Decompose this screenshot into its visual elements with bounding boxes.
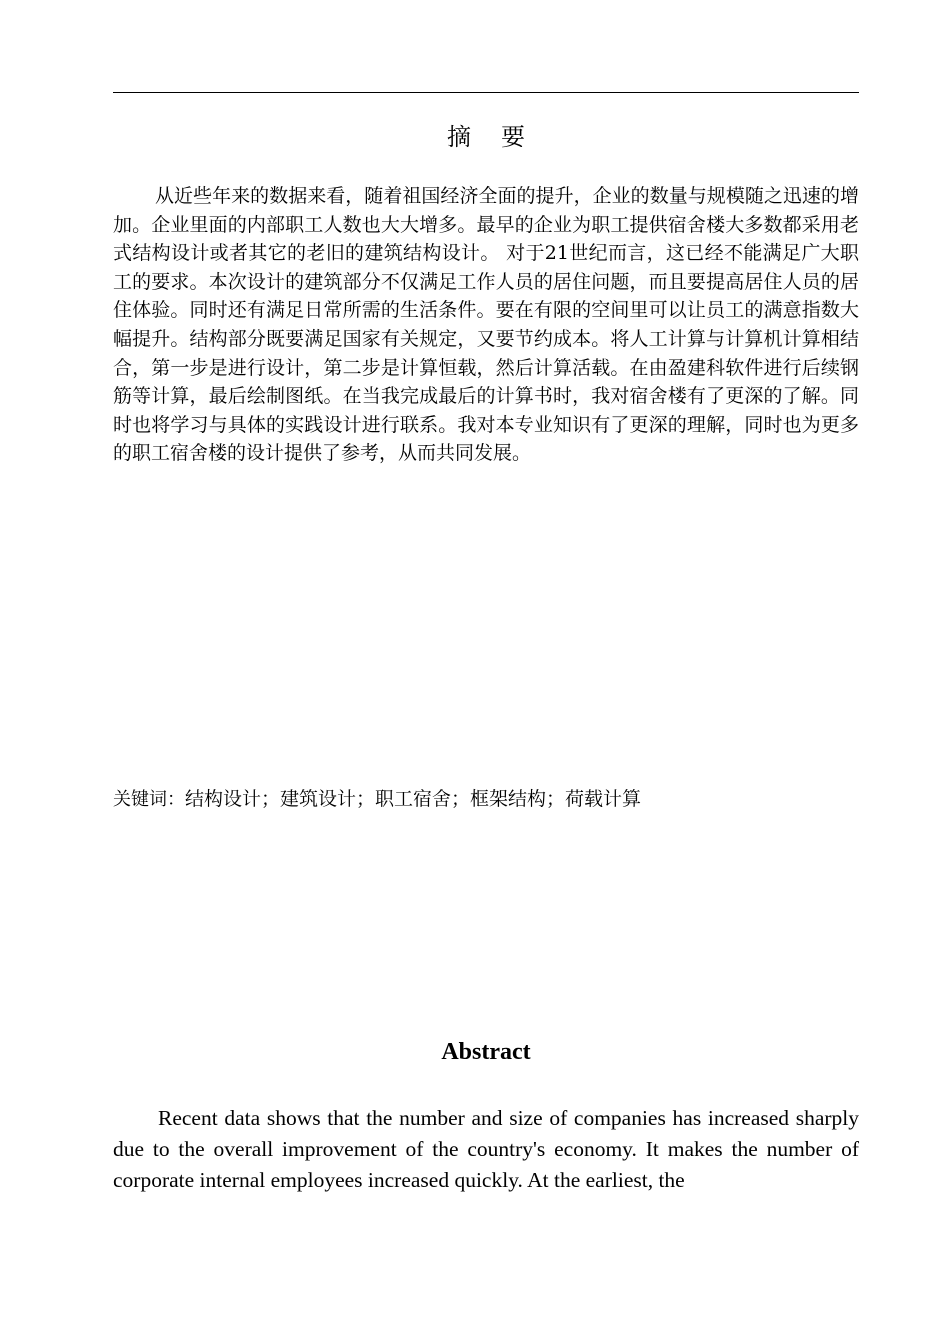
keywords-line <box>113 784 859 815</box>
cn-title-char-2: 要 <box>501 123 525 151</box>
keywords-items: 结构设计；建筑设计；职工宿舍；框架结构；荷载计算 <box>185 788 642 810</box>
cn-abstract-body: 从近些年来的数据来看，随着祖国经济全面的提升，企业的数量与规模随之迅速的增加。企业里面的内部职工人数也大大增多。最早的企业为职工提供宿舍楼大多数都采用老式结构设计或者其它的老旧的建筑结构设计。 对于21世纪而言，这已经不能满足广大职工的要求。本次设计的建筑部分不仅满足工作人员的居住问题，而且要提高居住人员的居住体验。同时还有满足日常所需的生活条件。要在有限的空间里可以让员工的满意指数大幅提升。结构部分既要满足国家有关规定，又要节约成本。将人工计算与计算机计算相结合，第一步是进行设计，第二步是计算恒载，然后计算活载。在由盈建科软件进行后续钢筋等计算，最后绘制图纸。在当我完成最后的计算书时，我对宿舍楼有了更深的了解。同时也将学习与具体的实践设计进行联系。我对本专业知识有了更深的理解，同时也为更多的职工宿舍楼的设计提供了参考，从而共同发展。 <box>113 185 859 465</box>
header-rule <box>113 92 859 93</box>
keywords-label: 关键词： <box>113 789 185 810</box>
en-abstract-heading: Abstract <box>441 1039 531 1065</box>
cn-title-char-1: 摘 <box>447 123 471 151</box>
en-abstract-body: Recent data shows that the number and size of companies has increased sharply due to the overall improvement of the country's economy. It makes the number of corporate internal employees increased quickly. At the earliest, the <box>113 1106 859 1192</box>
cn-abstract-heading <box>113 119 859 155</box>
